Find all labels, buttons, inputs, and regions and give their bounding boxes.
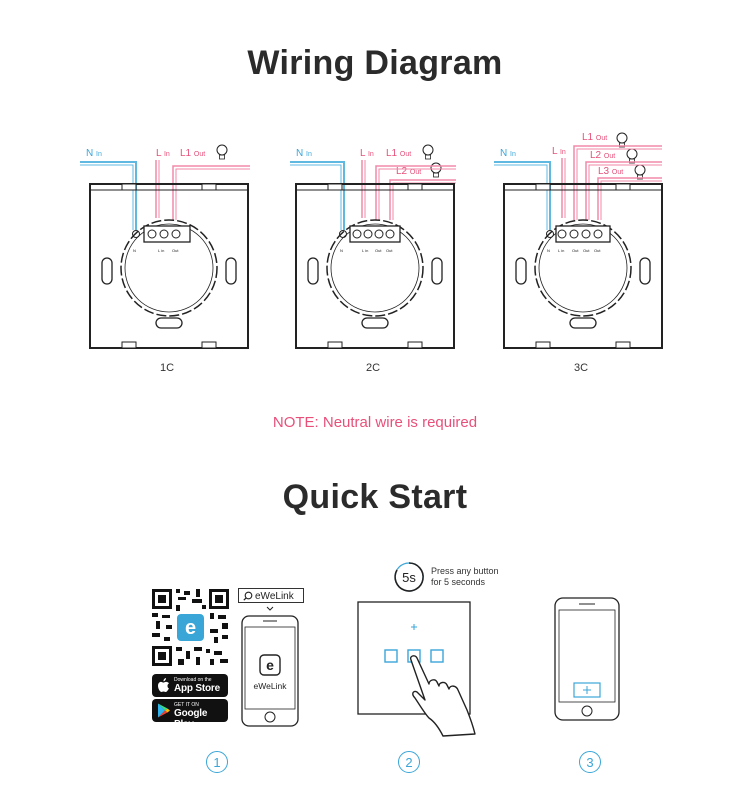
timer-label: 5s — [402, 570, 416, 585]
wire-label-n: N In — [86, 148, 102, 159]
bulb-icon — [627, 149, 637, 163]
app-store-line2: App Store — [174, 683, 220, 694]
terminal-block — [547, 226, 611, 242]
bulb-icon — [423, 145, 433, 159]
neutral-wire — [494, 162, 550, 230]
step-number-3: 3 — [579, 751, 601, 773]
press-instruction — [431, 566, 499, 588]
terminal-label: Out — [375, 248, 382, 253]
app-store-badge[interactable] — [152, 674, 228, 697]
terminal-label: Out — [172, 248, 179, 253]
bulb-icon — [431, 163, 441, 177]
wire-label-l: L In — [552, 146, 566, 157]
terminal-label: L in — [362, 248, 369, 253]
terminal-label: N — [133, 248, 136, 253]
google-play-badge[interactable] — [152, 699, 228, 730]
apple-icon — [157, 678, 170, 693]
phone-app-install — [241, 615, 299, 727]
neutral-wire — [290, 162, 344, 230]
wire-label-n: N In — [296, 148, 312, 159]
panel-caption-3c: 3C — [573, 362, 589, 374]
terminal-label: L in — [558, 248, 565, 253]
press-instruction-line2: for 5 seconds — [431, 577, 486, 587]
qr-code — [152, 589, 229, 666]
wire-label-l1: L1 Out — [386, 148, 412, 159]
wiring-diagram-title: Wiring Diagram — [247, 44, 503, 82]
quick-start-title: Quick Start — [282, 478, 468, 516]
app-search-box[interactable] — [238, 588, 304, 603]
app-store-line1: Download on the — [174, 677, 212, 683]
search-label: eWeLink — [255, 591, 294, 602]
terminal-label: Out — [583, 248, 590, 253]
terminal-label: Out — [572, 248, 579, 253]
terminal-label: Out — [594, 248, 601, 253]
bulb-icon — [217, 145, 227, 159]
panel-caption-1c: 1C — [159, 362, 175, 374]
app-name: eWeLink — [253, 681, 287, 691]
phone-add-device — [554, 597, 620, 721]
neutral-wire — [80, 162, 136, 230]
live-out-wire — [390, 180, 456, 220]
wiring-panel-3c — [494, 128, 674, 353]
terminal-label: N — [547, 248, 550, 253]
terminal-label: L in — [158, 248, 165, 253]
google-play-icon — [157, 703, 170, 718]
wire-label-l1: L1 Out — [180, 148, 206, 159]
wire-label-l1: L1 Out — [582, 132, 608, 143]
panel-caption-2c: 2C — [365, 362, 381, 374]
search-icon — [243, 591, 253, 601]
bulb-icon — [617, 133, 627, 147]
press-instruction-line1: Press any button — [431, 566, 499, 576]
neutral-wire-note: NOTE: Neutral wire is required — [272, 414, 478, 431]
wire-label-n: N In — [500, 148, 516, 159]
wire-label-l: L In — [156, 148, 170, 159]
timer-icon — [392, 560, 426, 594]
switch-frame — [90, 184, 248, 348]
wiring-panel-1c — [80, 128, 260, 353]
terminal-label: Out — [386, 248, 393, 253]
switch-frame — [296, 184, 454, 348]
chevron-down-icon — [266, 606, 274, 612]
wire-label-l2: L2 Out — [590, 150, 616, 161]
wiring-panel-2c — [286, 128, 466, 353]
google-play-line1: GET IT ON — [174, 702, 199, 708]
wire-label-l3: L3 Out — [598, 166, 624, 177]
svg-text:e: e — [266, 657, 274, 673]
wire-label-l2: L2 Out — [396, 166, 422, 177]
live-out-wire — [173, 166, 250, 220]
step-number-2: 2 — [398, 751, 420, 773]
google-play-line2: Google Play — [174, 708, 208, 730]
touch-switch-press — [355, 598, 495, 738]
step-number-1: 1 — [206, 751, 228, 773]
bulb-icon — [635, 165, 645, 179]
terminal-label: N — [340, 248, 343, 253]
svg-text:e: e — [184, 617, 197, 639]
switch-frame — [504, 184, 662, 348]
wire-label-l: L In — [360, 148, 374, 159]
